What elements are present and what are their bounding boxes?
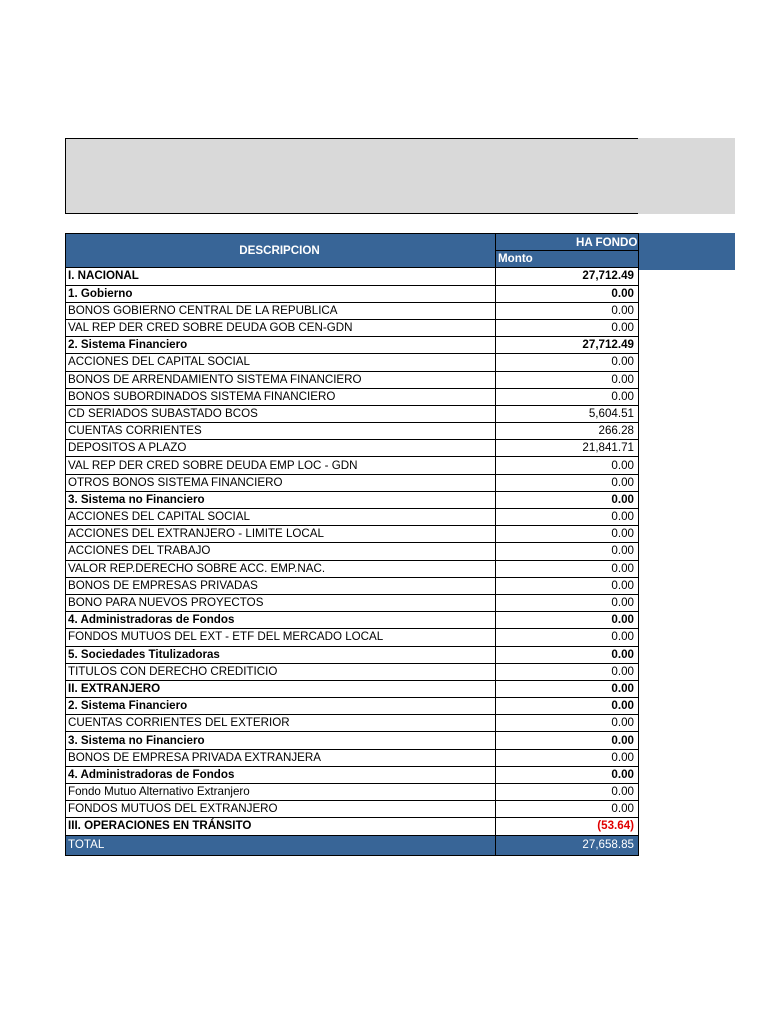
title-banner	[65, 138, 638, 214]
row-amount: 0.00	[496, 388, 639, 405]
row-description: 4. Administradoras de Fondos	[66, 612, 496, 629]
table-row	[66, 732, 639, 749]
table-row	[66, 698, 639, 715]
row-amount: 0.00	[496, 560, 639, 577]
row-amount: 0.00	[496, 319, 639, 336]
row-description: 4. Administradoras de Fondos	[66, 766, 496, 783]
row-amount: 5,604.51	[496, 405, 639, 422]
row-amount: 0.00	[496, 491, 639, 508]
header-overflow	[638, 233, 735, 270]
table-row	[66, 663, 639, 680]
total-row	[66, 835, 639, 855]
table-row	[66, 337, 639, 354]
row-description: FONDOS MUTUOS DEL EXT - ETF DEL MERCADO LOCAL	[66, 629, 496, 646]
row-amount: 0.00	[496, 663, 639, 680]
row-description: 2. Sistema Financiero	[66, 337, 496, 354]
row-amount: 0.00	[496, 749, 639, 766]
row-amount: 0.00	[496, 354, 639, 371]
row-amount: 0.00	[496, 646, 639, 663]
row-amount: 0.00	[496, 680, 639, 697]
row-description: ACCIONES DEL CAPITAL SOCIAL	[66, 354, 496, 371]
total-label: TOTAL	[66, 835, 496, 855]
row-amount: 0.00	[496, 594, 639, 611]
row-description: ACCIONES DEL TRABAJO	[66, 543, 496, 560]
table-row	[66, 268, 639, 285]
table-row	[66, 354, 639, 371]
row-description: BONOS DE EMPRESA PRIVADA EXTRANJERA	[66, 749, 496, 766]
table-row	[66, 423, 639, 440]
total-amount: 27,658.85	[496, 835, 639, 855]
row-amount: 0.00	[496, 784, 639, 801]
table-row	[66, 526, 639, 543]
row-description: CUENTAS CORRIENTES DEL EXTERIOR	[66, 715, 496, 732]
table-row	[66, 543, 639, 560]
table-row	[66, 560, 639, 577]
title-banner-overflow	[638, 138, 735, 214]
table-row	[66, 509, 639, 526]
monto-header: Monto	[496, 251, 639, 268]
row-description: I. NACIONAL	[66, 268, 496, 285]
row-description: II. EXTRANJERO	[66, 680, 496, 697]
table-row	[66, 818, 639, 835]
table-row	[66, 371, 639, 388]
table-row	[66, 749, 639, 766]
fund-header-label: HA FONDO	[576, 236, 638, 249]
table-row	[66, 594, 639, 611]
row-amount: 27,712.49	[496, 337, 639, 354]
row-description: BONO PARA NUEVOS PROYECTOS	[66, 594, 496, 611]
table-row	[66, 612, 639, 629]
row-amount: 0.00	[496, 766, 639, 783]
row-description: TITULOS CON DERECHO CREDITICIO	[66, 663, 496, 680]
row-description: 5. Sociedades Titulizadoras	[66, 646, 496, 663]
row-description: OTROS BONOS SISTEMA FINANCIERO	[66, 474, 496, 491]
row-description: 3. Sistema no Financiero	[66, 732, 496, 749]
row-amount: 0.00	[496, 612, 639, 629]
row-amount: (53.64)	[496, 818, 639, 835]
table-row	[66, 405, 639, 422]
row-amount: 27,712.49	[496, 268, 639, 285]
row-description: CD SERIADOS SUBASTADO BCOS	[66, 405, 496, 422]
table-row	[66, 457, 639, 474]
row-description: III. OPERACIONES EN TRÁNSITO	[66, 818, 496, 835]
row-description: BONOS SUBORDINADOS SISTEMA FINANCIERO	[66, 388, 496, 405]
row-description: BONOS GOBIERNO CENTRAL DE LA REPUBLICA	[66, 302, 496, 319]
table-row	[66, 302, 639, 319]
row-description: VAL REP DER CRED SOBRE DEUDA GOB CEN-GDN	[66, 319, 496, 336]
row-amount: 0.00	[496, 509, 639, 526]
table-row	[66, 801, 639, 818]
row-description: VAL REP DER CRED SOBRE DEUDA EMP LOC - GDN	[66, 457, 496, 474]
table-row	[66, 388, 639, 405]
row-amount: 0.00	[496, 543, 639, 560]
row-amount: 0.00	[496, 474, 639, 491]
table-row	[66, 766, 639, 783]
row-description: 2. Sistema Financiero	[66, 698, 496, 715]
row-amount: 0.00	[496, 371, 639, 388]
row-description: 1. Gobierno	[66, 285, 496, 302]
row-amount: 0.00	[496, 715, 639, 732]
row-description: DEPOSITOS A PLAZO	[66, 440, 496, 457]
descripcion-header: DESCRIPCION	[66, 234, 496, 268]
table-row	[66, 646, 639, 663]
table-row	[66, 715, 639, 732]
table-header-row	[66, 234, 639, 251]
table-row	[66, 629, 639, 646]
row-amount: 21,841.71	[496, 440, 639, 457]
fund-header	[496, 234, 639, 251]
table-row	[66, 285, 639, 302]
row-description: FONDOS MUTUOS DEL EXTRANJERO	[66, 801, 496, 818]
row-amount: 0.00	[496, 629, 639, 646]
table-row	[66, 319, 639, 336]
portfolio-table	[65, 233, 639, 856]
row-description: Fondo Mutuo Alternativo Extranjero	[66, 784, 496, 801]
row-description: BONOS DE ARRENDAMIENTO SISTEMA FINANCIERO	[66, 371, 496, 388]
row-description: BONOS DE EMPRESAS PRIVADAS	[66, 577, 496, 594]
row-description: ACCIONES DEL EXTRANJERO - LIMITE LOCAL	[66, 526, 496, 543]
row-amount: 266.28	[496, 423, 639, 440]
row-amount: 0.00	[496, 302, 639, 319]
table-row	[66, 680, 639, 697]
table-row	[66, 577, 639, 594]
row-description: 3. Sistema no Financiero	[66, 491, 496, 508]
table-row	[66, 491, 639, 508]
row-amount: 0.00	[496, 577, 639, 594]
row-amount: 0.00	[496, 285, 639, 302]
table-row	[66, 784, 639, 801]
row-amount: 0.00	[496, 457, 639, 474]
row-amount: 0.00	[496, 698, 639, 715]
row-amount: 0.00	[496, 526, 639, 543]
row-description: ACCIONES DEL CAPITAL SOCIAL	[66, 509, 496, 526]
row-amount: 0.00	[496, 801, 639, 818]
row-amount: 0.00	[496, 732, 639, 749]
table-row	[66, 474, 639, 491]
table-row	[66, 440, 639, 457]
row-description: CUENTAS CORRIENTES	[66, 423, 496, 440]
row-description: VALOR REP.DERECHO SOBRE ACC. EMP.NAC.	[66, 560, 496, 577]
